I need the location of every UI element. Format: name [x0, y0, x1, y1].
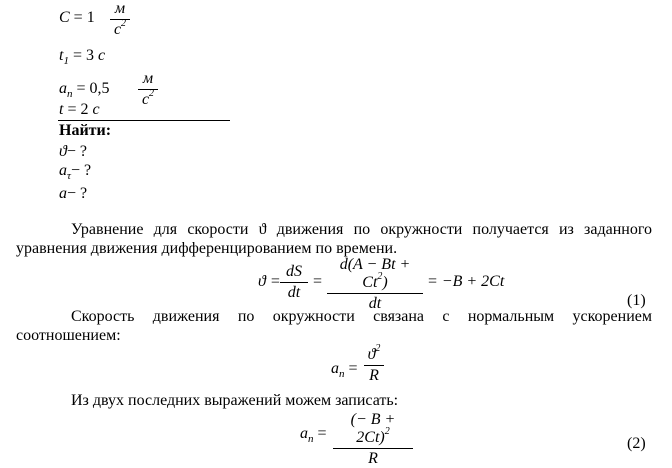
paragraph-combined: Из двух последних выражений можем записать:: [71, 392, 399, 409]
given-c-unit: м $с^2$: [110, 0, 130, 39]
eq1-frac-ds-dt: dS dt: [280, 263, 308, 302]
find-item-velocity: ϑ− ?: [59, 143, 87, 160]
eq1-eq-sign: =: [313, 273, 323, 290]
find-heading: Найти:: [59, 122, 112, 139]
find-item-tangential-accel: $a_\tau-$ ?: [59, 162, 92, 182]
given-divider: [58, 120, 230, 121]
given-t1: $t_1 = 3$ с: [59, 47, 106, 67]
eq1-rhs: = −B + 2Ct: [427, 273, 505, 290]
eq1-label: (1): [627, 292, 646, 309]
paragraph-normal-acceleration: Скорость движения по окружности связана с нормальным ускорением соотношением:: [16, 308, 652, 344]
given-an: $a_n = 0,5$: [59, 80, 110, 100]
given-an-unit: м $с^2$: [138, 70, 158, 109]
eq2-label: (2): [627, 435, 646, 452]
find-item-accel: a− ?: [59, 185, 88, 202]
eq1-lhs: ϑ =: [258, 273, 281, 290]
given-t: t = 2 с: [59, 101, 100, 118]
given-c: C = 1: [59, 9, 95, 26]
eq2-lhs: $a_n$ =: [300, 425, 327, 445]
eq1-frac-derivative: $d(A - Bt + Ct^2)$ dt: [327, 256, 423, 313]
eq-an-fraction: $ϑ^2$ R: [364, 346, 384, 385]
paragraph-velocity-equation: Уравнение для скорости ϑ движения по окружности получается из заданного уравнения движения дифференцированием по времени.: [16, 221, 652, 257]
eq2-fraction: (− B + 2Ct)$^2$ R: [333, 411, 413, 468]
eq-an-lhs: $a_n$ =: [331, 360, 358, 380]
